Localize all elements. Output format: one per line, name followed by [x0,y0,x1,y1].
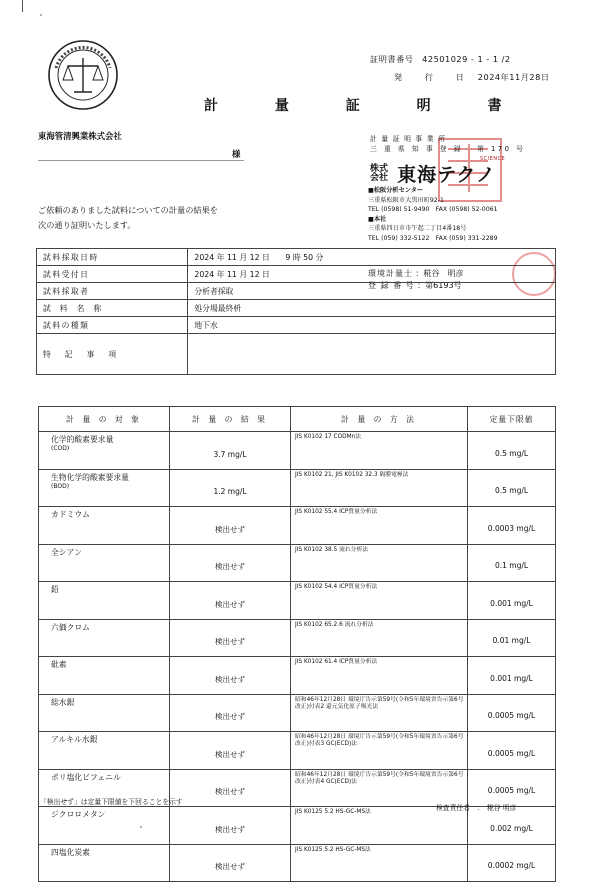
result-limit: 0.001 mg/L [468,582,556,620]
responsible-person [436,802,516,812]
result-item [39,582,170,620]
result-limit: 0.0005 mg/L [468,694,556,732]
sample-info-value: 2024 年 11 月 12 日 9 時 50 分 [188,249,556,266]
client-underline [38,160,244,161]
result-value: 検出せず [170,807,291,845]
result-method: 昭和46年12月28日 環境庁告示第59号(令和5年環境省告示第6号改正)付表3 GC(ECD)法 [291,732,468,770]
certificate-number-value: 42501029 - 1 - 1 /2 [422,54,511,64]
result-row [39,732,556,770]
result-limit: 0.5 mg/L [468,432,556,470]
result-value: 検出せず [170,769,291,807]
header-method: 計 量 の 方 法 [291,407,468,432]
result-limit: 0.0002 mg/L [468,844,556,882]
hq-phone: TEL (059) 332-5122 FAX (059) 331-2289 [368,234,498,242]
result-row [39,657,556,695]
inspector-reg-value: ：第6193号 [417,281,462,290]
result-row [39,844,556,882]
result-row [39,807,556,845]
result-value: 検出せず [170,619,291,657]
sample-info-value: 地下水 [188,317,556,334]
sample-info-value: 処分場最終枡 [188,300,556,317]
sample-info-row [37,317,556,334]
certification-seal-icon [46,38,120,112]
branch-label: ■松阪分析センター [368,187,424,194]
result-item [39,432,170,470]
footnote: 「検出せず」は定量下限値を下回ることを示す [40,798,183,806]
result-item [39,544,170,582]
sample-info-label: 特記事項 [37,334,188,375]
result-value: 検出せず [170,507,291,545]
certificate-number-label: 証明書番号 [370,54,414,64]
result-method: JIS K0125 5.2 HS-GC-MS法 [291,807,468,845]
result-item-name: アルキル水銀 [51,735,98,744]
sample-info-table [36,248,556,375]
request-line-2: 次の通り証明いたします。 [38,220,136,230]
result-method: JIS K0102 21, JIS K0102 32.3 隔膜電極法 [291,469,468,507]
registration-info [370,135,525,154]
result-method: JIS K0102 61.4 ICP質量分析法 [291,657,468,695]
result-row [39,694,556,732]
company-science-tag: SCIENCE [480,156,506,162]
result-value: 1.2 mg/L [170,469,291,507]
sample-info-value [188,334,556,375]
result-limit: 0.0005 mg/L [468,732,556,770]
inspector-role-label: 環境計量士 [368,269,413,278]
result-item [39,807,170,845]
request-line-1: ご依頼のありました試料についての計量の結果を [38,205,218,215]
result-item-name: 四塩化炭素 [51,847,90,857]
registration-line-1: 計 量 証 明 事 業 所 [370,135,447,143]
result-item [39,694,170,732]
sample-info-value: 2024 年 11 月 12 日 [188,266,556,283]
sample-info-label: 試料受付日 [37,266,188,283]
result-item [39,657,170,695]
hq-label: ■本社 [368,215,387,223]
result-limit: 0.5 mg/L [468,469,556,507]
company-addresses [368,186,498,244]
result-method: 昭和46年12月28日 環境庁告示第59号(令和5年環境省告示第6号改正)付表2 還元気化原子吸光法 [291,694,468,732]
result-item [39,844,170,882]
sample-info-row [37,334,556,375]
result-item-sub: (BOD) [51,482,70,490]
result-item-name: ポリ塩化ビフェニル [51,772,121,782]
result-method: JIS K0102 65.2.6 流れ分析法 [291,619,468,657]
result-item-name: 六価クロム [51,622,90,632]
responsible-name: ： 糀谷 明彦 [476,804,517,812]
result-item [39,507,170,545]
sample-info-row [37,266,556,283]
inspector-role-value: ：糀谷 明彦 [415,269,464,278]
result-limit: 0.1 mg/L [468,544,556,582]
hq-address: 三重県四日市市午起二丁目4番18号 [368,225,467,233]
result-row [39,619,556,657]
result-item-name: 砒素 [51,660,67,669]
result-value: 検出せず [170,657,291,695]
result-method: JIS K0102 54.4 ICP質量分析法 [291,582,468,620]
result-item-name: 生物化学的酸素要求量 [51,472,129,482]
request-statement [38,203,218,233]
result-item-name: 全シアン [51,547,82,557]
company-logo [370,160,496,187]
issue-date [394,72,550,83]
result-method: JIS K0102 55.4 ICP質量分析法 [291,507,468,545]
result-limit: 0.002 mg/L [468,807,556,845]
result-item-name: 鉛 [51,585,59,594]
result-method: 昭和46年12月28日 環境庁告示第59号(令和5年環境省告示第6号改正)付表4 GC(ECD)法 [291,769,468,807]
company-type: 株式会社 [370,163,389,183]
results-header-row [39,407,556,432]
result-item [39,732,170,770]
result-item-name: カドミウム [51,510,90,519]
issue-date-value: 2024年11月28日 [477,72,550,82]
result-row [39,582,556,620]
result-limit: 0.0003 mg/L [468,507,556,545]
branch-address: 三重県松阪市大黒田町92-1 [368,196,444,204]
result-row [39,469,556,507]
result-method: JIS K0125 5.2 HS-GC-MS法 [291,844,468,882]
header-limit: 定量下限値 [468,407,556,432]
page-edge-mark [22,0,23,12]
result-item [39,619,170,657]
result-item [39,469,170,507]
page-dot [40,14,42,16]
registration-line-2: 三 重 県 知 事 登 録 第 170 号 [370,144,526,153]
client-name: 東海管清興業株式会社 [38,131,122,141]
result-value: 検出せず [170,694,291,732]
result-value: 検出せず [170,582,291,620]
header-result: 計 量 の 結 果 [170,407,291,432]
result-value: 検出せず [170,544,291,582]
sample-info-label: 試料の種類 [37,317,188,334]
sample-info-value: 分析者採取 [188,283,556,300]
result-limit: 0.01 mg/L [468,619,556,657]
document-title: 計 量 証 明 書 [204,98,528,114]
sample-info-label: 試料採取日時 [37,249,188,266]
result-limit: 0.0005 mg/L [468,769,556,807]
client-honorific: 様 [232,149,241,159]
result-value: 検出せず [170,732,291,770]
result-item-sub: (COD) [51,445,70,452]
sample-info-label: 試料採取者 [37,283,188,300]
result-value: 3.7 mg/L [170,432,291,470]
sample-info-label: 試料名称 [37,300,188,317]
result-row [39,432,556,470]
branch-phone: TEL (0598) 51-9490 FAX (0598) 52-0061 [368,206,498,214]
result-method: JIS K0102 38.5 流れ分析法 [291,544,468,582]
result-item-name: ジクロロメタン [51,810,106,819]
result-item-name: 化学的酸素要求量 [51,435,114,444]
company-name: 東海テクノ [397,164,496,186]
result-value: 検出せず [170,844,291,882]
responsible-label: 検査責任者 [436,804,470,812]
sample-info-row [37,283,556,300]
header-item: 計 量 の 対 象 [39,407,170,432]
sample-info-row [37,249,556,266]
issue-date-label: 発 行 日 [394,72,474,82]
result-item-name: 総水銀 [51,697,75,707]
result-limit: 0.001 mg/L [468,657,556,695]
sample-info-row [37,300,556,317]
certificate-number [370,54,511,65]
result-method: JIS K0102 17 CODMn法 [291,432,468,470]
result-row [39,544,556,582]
result-row [39,507,556,545]
inspector-reg-label: 登 録 番 号 [368,281,415,290]
